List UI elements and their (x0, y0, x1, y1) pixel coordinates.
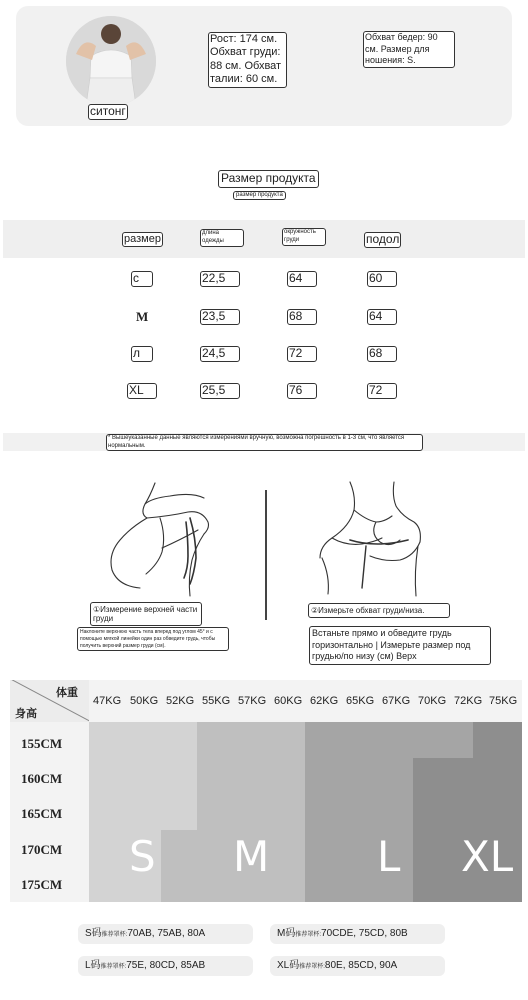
size-region-l-step (413, 722, 473, 758)
model-height: Рост: 174 см. (210, 33, 278, 45)
cup-recommendation-m (270, 924, 445, 944)
size-table-header-size: размер (124, 233, 161, 245)
size-region-grid (89, 722, 522, 902)
size-table-header-band (3, 220, 525, 258)
model-hips-line-2: см. Размер для (365, 43, 430, 54)
upper-chest-title: ①Измерение верхней части груди (90, 602, 202, 626)
size-table-cell: с (131, 271, 153, 287)
height-label: 175CM (21, 877, 63, 892)
size-table-cell: 72 (367, 383, 397, 399)
weight-label: 62KG (310, 695, 339, 707)
size-table-cell: 25,5 (200, 383, 240, 399)
cup-label: 推荐罩杯: (295, 932, 322, 938)
cup-label: 推荐罩杯: (101, 932, 128, 938)
size-table-cell: M (136, 309, 149, 324)
cup-size: XL码 (277, 960, 300, 971)
cup-value: 80E, 85CD, 90A (324, 960, 398, 971)
cup-recommendation-xl (270, 956, 445, 976)
product-size-title: Размер продукта (218, 170, 319, 188)
weight-label: 60KG (274, 695, 303, 707)
weight-label: 75KG (489, 695, 518, 707)
upper-chest-description: Наклоните верхнюю часть тела вперед под углом 45° и с помощью мягкой линейки один раз обведите грудь, чтобы получить верхний размер груди (см). (77, 627, 229, 651)
chart-corner-cell (10, 680, 89, 722)
size-table-header-chest: окружность груди (282, 228, 326, 246)
product-size-subtitle: размер продукта (233, 191, 286, 200)
weight-height-size-chart (10, 680, 522, 902)
weight-label: 67KG (382, 695, 411, 707)
size-table-cell: 72 (287, 346, 317, 362)
model-chest-label: Обхват груди: (210, 46, 281, 59)
cup-recommendation-s (78, 924, 253, 944)
illustration-divider (265, 490, 267, 620)
size-table-header-length: длина одежды (200, 229, 244, 247)
model-chest-value: 88 см. Обхват (210, 59, 282, 72)
cup-value: 70AB, 75AB, 80A (127, 928, 206, 939)
size-table-cell: XL (127, 383, 157, 399)
height-label: 165CM (21, 806, 63, 821)
upper-chest-measure-illustration (100, 478, 230, 598)
model-waist: талии: 60 см. (210, 73, 278, 86)
weight-label: 47KG (93, 695, 122, 707)
model-hips-line-3: ношения: S. (365, 55, 416, 66)
size-table-cell: 64 (287, 271, 317, 287)
weight-label: 65KG (346, 695, 375, 707)
cup-value: 70CDE, 75CD, 80B (321, 928, 408, 939)
weight-header-row (89, 680, 522, 722)
weight-label: 57KG (238, 695, 267, 707)
height-label: 170CM (21, 842, 63, 857)
cup-value: 75E, 80CD, 85AB (126, 960, 206, 971)
weight-axis-label: 体重 (56, 686, 78, 699)
model-photo-illustration (66, 16, 156, 106)
under-chest-title: ②Измерьте обхват груди/низа. (308, 603, 450, 618)
weight-label: 55KG (202, 695, 231, 707)
model-measurements (208, 32, 287, 88)
height-label: 160CM (21, 771, 63, 786)
size-table-cell: 60 (367, 271, 397, 287)
size-table-cell: 23,5 (200, 309, 240, 325)
model-hips-and-size (363, 31, 455, 68)
weight-label: 70KG (418, 695, 447, 707)
size-label-m: M (233, 832, 270, 881)
cup-recommendation-l (78, 956, 253, 976)
model-photo (66, 16, 156, 106)
size-table-cell: 68 (367, 346, 397, 362)
cup-size: M码 (277, 928, 296, 939)
size-table-cell: 68 (287, 309, 317, 325)
height-column (10, 722, 89, 902)
weight-label: 52KG (166, 695, 195, 707)
size-region-m-step (161, 830, 197, 902)
size-table-cell: 24,5 (200, 346, 240, 362)
size-label-l: L (377, 832, 401, 881)
size-label-s: S (129, 832, 156, 881)
height-label: 155CM (21, 736, 63, 751)
cup-label: 推荐罩杯: (100, 964, 127, 970)
size-table-cell: л (131, 346, 153, 362)
measurement-note: * Вышеуказанные данные являются измерениями вручную, возможна погрешность в 1-3 см, что является нормальным. (106, 434, 423, 451)
cup-size: L码 (85, 960, 101, 971)
model-name: ситонг (90, 104, 126, 118)
weight-label: 50KG (130, 695, 159, 707)
size-label-xl: XL (461, 832, 514, 881)
size-table-cell: 22,5 (200, 271, 240, 287)
cup-label: 推荐罩杯: (299, 964, 325, 970)
size-table-cell: 76 (287, 383, 317, 399)
height-axis-label: 身高 (15, 707, 37, 720)
size-table-header-hem: подол (366, 232, 400, 246)
model-hips-line-1: Обхват бедер: 90 (365, 32, 438, 42)
weight-label: 72KG (454, 695, 483, 707)
under-chest-measure-illustration (310, 476, 440, 600)
under-chest-description: Встаньте прямо и обведите грудь горизонтально | Измерьте размер под грудью/по низу (см) Верх (309, 626, 491, 665)
size-table-cell: 64 (367, 309, 397, 325)
cup-size: S码 (85, 928, 102, 939)
